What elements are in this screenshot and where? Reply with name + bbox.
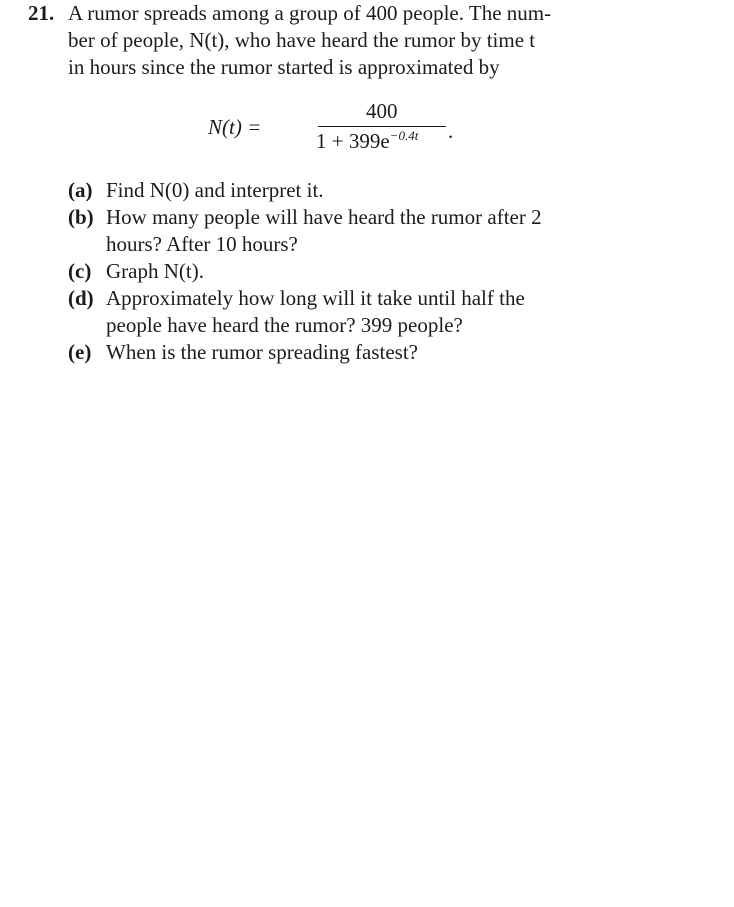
formula-period: . (448, 119, 454, 143)
part-a (68, 177, 588, 204)
part-label: (b) (68, 205, 94, 229)
part-text: hours? After 10 hours? (106, 232, 298, 256)
part-label: (e) (68, 340, 92, 364)
part-label: (a) (68, 178, 93, 202)
problem-number: 21. (28, 1, 55, 25)
part-text: How many people will have heard the rumor after 2 (106, 205, 542, 229)
fraction-bar (318, 126, 446, 127)
formula-denominator (316, 128, 418, 155)
part-c (68, 258, 588, 285)
statement-line-1: A rumor spreads among a group of 400 people. The num- (68, 1, 552, 25)
parts-list (68, 177, 588, 366)
part-d (68, 285, 588, 339)
part-label: (c) (68, 259, 92, 283)
statement-line-3: in hours since the rumor started is approximated by (68, 55, 500, 79)
denominator-base: 1 + 399e (316, 129, 390, 153)
part-text: Approximately how long will it take until half the (106, 286, 525, 310)
part-text: Graph N(t). (106, 259, 204, 283)
formula-lhs: N(t) = (208, 115, 262, 139)
part-e (68, 339, 588, 366)
denominator-exponent: −0.4t (389, 128, 419, 143)
formula-numerator: 400 (366, 99, 398, 123)
logistic-formula (208, 98, 468, 158)
part-label: (d) (68, 286, 94, 310)
statement-line-2: ber of people, N(t), who have heard the rumor by time t (68, 28, 536, 52)
part-text: people have heard the rumor? 399 people? (106, 313, 463, 337)
part-text: When is the rumor spreading fastest? (106, 340, 418, 364)
part-b (68, 204, 588, 258)
part-text: Find N(0) and interpret it. (106, 178, 324, 202)
